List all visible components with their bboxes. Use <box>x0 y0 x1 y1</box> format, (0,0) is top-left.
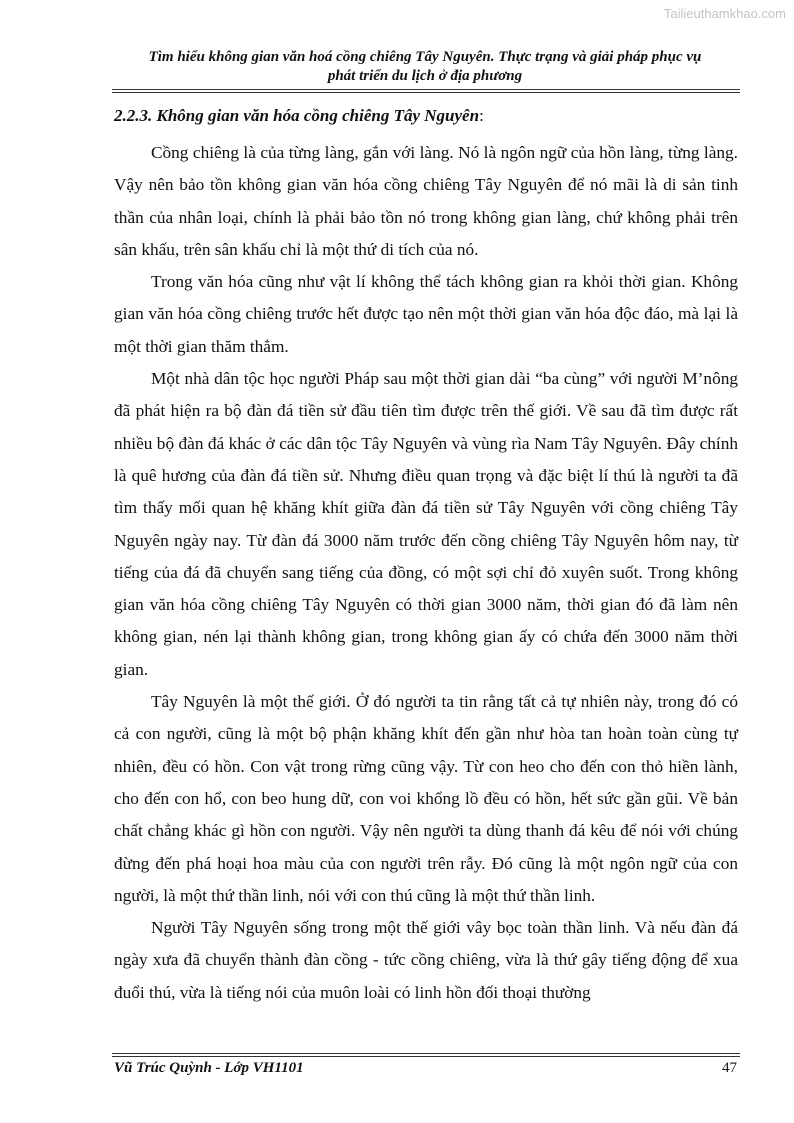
header-line-2: phát triển du lịch ở địa phương <box>327 68 523 84</box>
footer-author: Vũ Trúc Quỳnh - Lớp VH1101 <box>114 1060 304 1076</box>
header-line-1: Tìm hiểu không gian văn hoá cồng chiêng Tây Nguyên. Thực trạng và giải pháp phục vụ <box>148 49 702 65</box>
section-title <box>114 106 484 126</box>
section-title-colon: : <box>479 106 484 125</box>
paragraph: Trong văn hóa cũng như vật lí không thể tách không gian ra khỏi thời gian. Không gian văn hóa cồng chiêng trước hết được tạo nên một thời gian văn hóa độc đáo, mà lại là một thời gian thăm thẳm. <box>114 272 738 356</box>
paragraph: Một nhà dân tộc học người Pháp sau một thời gian dài “ba cùng” với người M’nông đã phát hiện ra bộ đàn đá tiền sử đầu tiên tìm được trên thế giới. Về sau đã tìm được rất nhiều bộ đàn đá khác ở các dân tộc Tây Nguyên và vùng rìa Nam Tây Nguyên. Đây chính là quê hương của đàn đá tiền sử. Nhưng điều quan trọng và đặc biệt lí thú là người ta đã tìm thấy mối quan hệ khăng khít giữa đàn đá tiền sử Tây Nguyên với cồng chiêng Tây Nguyên ngày nay. Từ đàn đá 3000 năm trước đến cồng chiêng Tây Nguyên hôm nay, từ tiếng của đá đã chuyển sang tiếng của đồng, có một sợi chỉ đỏ xuyên suốt. Trong không gian văn hóa cồng chiêng Tây Nguyên có thời gian 3000 năm, thời gian đó đã làm nên không gian, nén lại thành không gian, trong không gian ấy có chứa đến 3000 năm thời gian. <box>114 369 738 679</box>
page-number: 47 <box>722 1060 737 1076</box>
paragraph: Cồng chiêng là của từng làng, gắn với làng. Nó là ngôn ngữ của hồn làng, từng làng. Vậy nên bảo tồn không gian văn hóa cồng chiêng Tây Nguyên để nó mãi là di sản tinh thần của nhân loại, chính là phải bảo tồn nó trong không gian làng, chứ không phải trên sân khấu, trên sân khấu chỉ là một thứ di tích của nó. <box>114 143 738 259</box>
paragraph: Người Tây Nguyên sống trong một thế giới vây bọc toàn thần linh. Và nếu đàn đá ngày xưa đã chuyển thành đàn cồng - tức cồng chiêng, vừa là thứ gây tiếng động để xua đuổi thú, vừa là tiếng nói của muôn loài có linh hồn đối thoại thường <box>114 918 738 1002</box>
watermark: Tailieuthamkhao.com <box>663 6 786 21</box>
header-divider <box>112 89 740 93</box>
body-text <box>114 137 738 1009</box>
paragraph: Tây Nguyên là một thế giới. Ở đó người ta tin rằng tất cả tự nhiên này, trong đó có cả con người, cũng là một bộ phận khăng khít đến gần như hòa tan hoàn toàn cùng tự nhiên, đều có hồn. Con vật trong rừng cũng vậy. Từ con heo cho đến con thỏ hiền lành, cho đến con hổ, con beo hung dữ, con voi khổng lồ đều có hồn, hết sức gần gũi. Về bản chất chẳng khác gì hồn con người. Vậy nên người ta dùng thanh đá kêu để nói với chúng đừng đến phá hoại hoa màu của con người trên rẫy. Đó cũng là một ngôn ngữ của con người, là một thứ thần linh, nói với con thú cũng là một thứ thần linh. <box>114 692 738 905</box>
running-header <box>112 48 738 86</box>
section-title-text: 2.2.3. Không gian văn hóa cồng chiêng Tây Nguyên <box>114 106 480 125</box>
footer-divider <box>112 1053 740 1057</box>
